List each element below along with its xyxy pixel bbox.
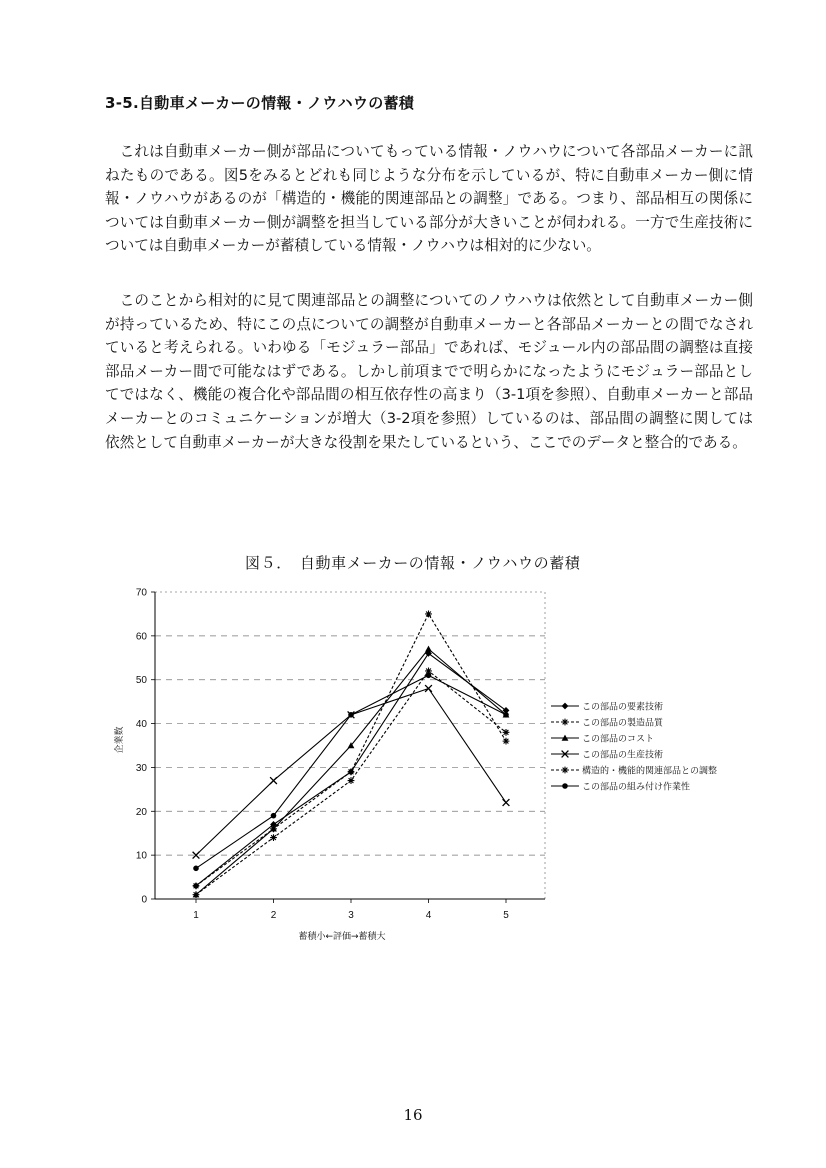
y-tick-label: 30 bbox=[135, 762, 147, 774]
x-tick-label: 3 bbox=[348, 910, 354, 921]
series-2 bbox=[193, 668, 510, 898]
y-tick-label: 0 bbox=[141, 894, 147, 906]
data-point bbox=[348, 712, 354, 718]
data-point bbox=[193, 882, 200, 889]
data-point bbox=[503, 738, 510, 745]
data-point bbox=[270, 834, 277, 841]
data-point bbox=[348, 768, 355, 775]
x-tick-label: 4 bbox=[425, 910, 432, 921]
x-tick-label: 5 bbox=[503, 910, 509, 921]
legend-marker bbox=[562, 767, 569, 774]
legend-label: この部品の組み付け作業性 bbox=[582, 782, 691, 793]
data-point bbox=[425, 611, 432, 618]
legend-marker bbox=[562, 783, 568, 789]
series-line bbox=[196, 614, 506, 886]
x-axis-title: 蓄積小←評価→蓄積大 bbox=[298, 932, 386, 942]
paragraph-1 bbox=[105, 140, 753, 258]
data-point bbox=[271, 813, 277, 819]
y-tick-label: 50 bbox=[135, 675, 147, 687]
section-heading: 3-5.自動車メーカーの情報・ノウハウの蓄積 bbox=[105, 94, 415, 112]
legend-label: この部品の生産技術 bbox=[582, 750, 664, 761]
legend-label: 構造的・機能的関連部品との調整 bbox=[582, 766, 718, 777]
y-tick-label: 60 bbox=[135, 631, 147, 643]
data-point bbox=[503, 729, 510, 736]
paragraph-1-text: これは自動車メーカー側が部品についてもっている情報・ノウハウについて各部品メーカーに訊ねたものである。図5をみるとどれも同じような分布を示しているが、特に自動車メーカー側に情報・ノウハウがあるのが「構造的・機能的関連部品との調整」である。つまり、部品相互の関係については自動車メーカー側が調整を担当している部分が大きいことが伺われる。一方で生産技術については自動車メーカーが蓄積している情報・ノウハウは相対的に少ない。 bbox=[105, 143, 753, 255]
paragraph-2 bbox=[105, 289, 753, 454]
y-tick-label: 40 bbox=[135, 719, 147, 731]
data-point bbox=[503, 799, 510, 806]
data-point bbox=[270, 825, 277, 832]
data-point bbox=[348, 777, 355, 784]
data-point bbox=[425, 685, 432, 692]
data-point bbox=[426, 673, 432, 679]
legend-label: この部品のコスト bbox=[582, 734, 655, 745]
figure-title: 図５． 自動車メーカーの情報・ノウハウの蓄積 bbox=[245, 554, 581, 572]
y-tick-label: 70 bbox=[135, 587, 147, 599]
data-point bbox=[270, 777, 277, 784]
legend-marker bbox=[562, 719, 569, 726]
y-tick-label: 10 bbox=[135, 850, 147, 862]
legend-marker bbox=[562, 703, 569, 710]
paragraph-2-text: このことから相対的に見て関連部品との調整についてのノウハウは依然として自動車メーカー側が持っているため、特にこの点についての調整が自動車メーカーと各部品メーカーとの間でなされていると考えられる。いわゆる「モジュラー部品」であれば、モジュール内の部品間の調整は直接部品メーカー間で可能なはずである。しかし前項までで明らかになったようにモジュラー部品としてではなく、機能の複合化や部品間の相互依存性の高まり（3-1項を参照）、自動車メーカーと部品メーカーとのコミュニケーションが増大（3-2項を参照）しているのは、部品間の調整に関しては依然として自動車メーカーが大きな役割を果たしているという、ここでのデータと整合的である。 bbox=[105, 292, 753, 451]
data-point bbox=[425, 646, 432, 652]
legend-label: この部品の製造品質 bbox=[582, 718, 664, 729]
y-axis-title: 企業数 bbox=[115, 726, 125, 754]
data-point bbox=[503, 712, 509, 718]
page-number: 16 bbox=[403, 1106, 423, 1124]
legend-label: この部品の要素技術 bbox=[582, 702, 664, 713]
x-tick-label: 2 bbox=[270, 910, 277, 921]
line-chart bbox=[105, 580, 785, 960]
series-5 bbox=[193, 611, 510, 890]
y-tick-label: 20 bbox=[135, 806, 147, 818]
x-tick-label: 1 bbox=[193, 910, 199, 921]
legend bbox=[551, 701, 717, 793]
data-point bbox=[193, 866, 199, 872]
